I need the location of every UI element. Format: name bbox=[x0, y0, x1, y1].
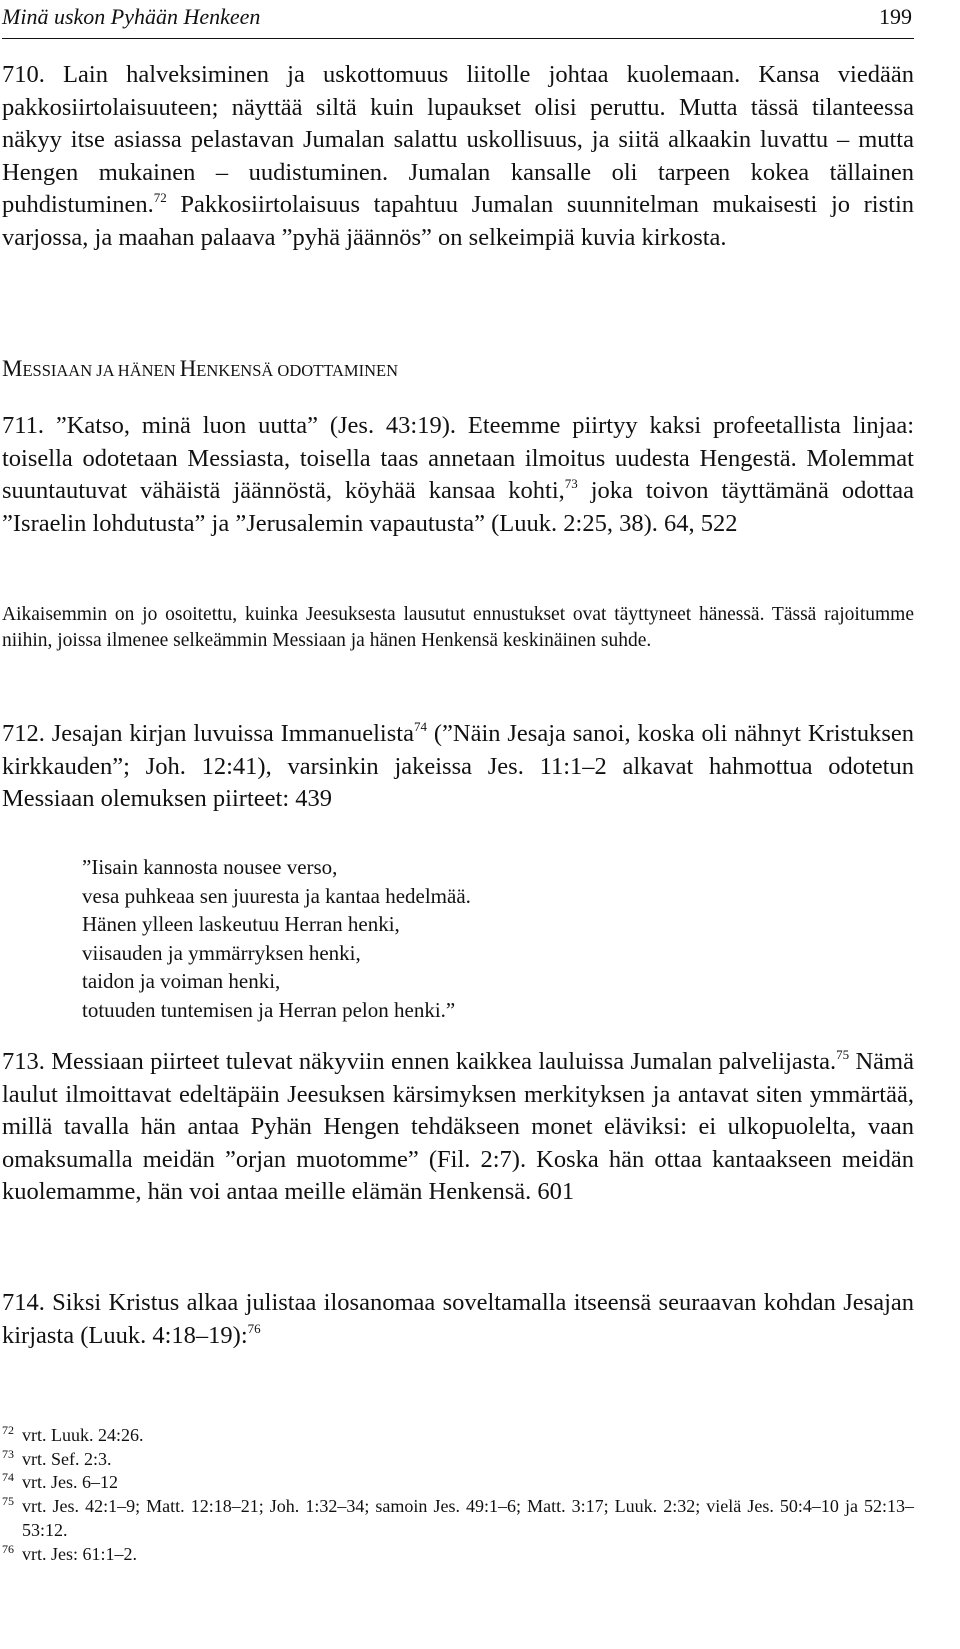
footnote bbox=[2, 1543, 914, 1567]
heading-part: H bbox=[179, 356, 197, 381]
editorial-note: Aikaisemmin on jo osoitettu, kuinka Jeesuksesta lausutut ennustukset ovat täyttyneet hänessä. Tässä rajoitumme niihin, joissa ilmenee selkeämmin Messiaan ja hänen Henkensä keskinäinen suhde. bbox=[2, 604, 914, 651]
paragraph-text: Pakkosiirtolaisuus tapahtuu Jumalan suunnitelman mukaisesti jo ristin varjossa, ja maahan palaava ”pyhä jäännös” on selkeimpiä kuvia kirkosta. bbox=[2, 191, 914, 251]
footnote-text: vrt. Jes. 6–12 bbox=[22, 1472, 118, 1493]
header-title: Minä uskon Pyhään Henkeen bbox=[2, 4, 261, 29]
footnote-text: vrt. Luuk. 24:26. bbox=[22, 1425, 144, 1445]
quote-line: ”Iisain kannosta nousee verso, bbox=[82, 855, 338, 879]
running-header bbox=[2, 0, 914, 39]
quote-line: vesa puhkeaa sen juuresta ja kantaa hedelmää. bbox=[82, 883, 471, 908]
footnote-text: vrt. Sef. 2:3. bbox=[22, 1448, 112, 1469]
paragraph-711 bbox=[2, 410, 914, 540]
heading-part: ENKENSÄ ODOTTAMINEN bbox=[196, 361, 398, 380]
footnote-number: 73 bbox=[2, 1446, 14, 1461]
paragraph-text: 713. Messiaan piirteet tulevat näkyviin ennen kaikkea lauluissa Jumalan palvelijasta. bbox=[2, 1048, 837, 1075]
paragraph-text: 714. Siksi Kristus alkaa julistaa ilosanomaa soveltamalla itseensä seuraavan kohdan Jesajan kirjasta (Luuk. 4:18–19): bbox=[2, 1289, 914, 1349]
heading-part: M bbox=[2, 356, 23, 381]
quote-line: taidon ja voiman henki, bbox=[82, 969, 281, 994]
footnote bbox=[2, 1471, 914, 1495]
footnote-text: vrt. Jes: 61:1–2. bbox=[22, 1543, 137, 1564]
footnote-ref: 75 bbox=[836, 1047, 850, 1062]
page-number: 199 bbox=[879, 4, 912, 29]
footnote-text: vrt. Jes. 42:1–9; Matt. 12:18–21; Joh. 1:32–34; samoin Jes. 49:1–6; Matt. 3:17; Luuk. 2:32; vielä Jes. 50:4–10 ja 52:13–53:12. bbox=[22, 1496, 914, 1540]
quote-line: totuuden tuntemisen ja Herran pelon henki.” bbox=[82, 997, 456, 1022]
paragraph-713 bbox=[2, 1046, 914, 1209]
footnote bbox=[2, 1448, 914, 1472]
scripture-quote bbox=[82, 853, 471, 1025]
paragraph-714 bbox=[2, 1287, 914, 1352]
paragraph-710 bbox=[2, 59, 914, 254]
footnote-ref: 73 bbox=[564, 476, 578, 491]
footnote bbox=[2, 1495, 914, 1542]
paragraph-text: (”Näin Jesaja sanoi, koska oli nähnyt Kristuksen kirkkauden”; Joh. 12:41), varsinkin jakeissa Jes. 11:1–2 alkavat hahmottua odotetun Messiaan olemuksen piirteet: 439 bbox=[2, 720, 915, 812]
footnote-ref: 76 bbox=[247, 1320, 261, 1336]
footnote bbox=[2, 1424, 914, 1448]
paragraph-712 bbox=[2, 718, 914, 816]
paragraph-text: 710. Lain halveksiminen ja uskottomuus liitolle johtaa kuolemaan. Kansa viedään pakkosiirtolaisuuteen; näyttää siltä kuin lupaukset olisi peruttu. Mutta tässä tilanteessa näkyy itse asiassa pelastavan Jumalan salattu uskollisuus, ja siitä alkaakin luvattu – mutta Hengen mukainen – uudistuminen. Jumalan kansalle oli tarpeen kokea tällainen puhdistuminen. bbox=[2, 61, 914, 218]
footnote-number: 76 bbox=[2, 1541, 14, 1556]
footnote-number: 74 bbox=[2, 1470, 14, 1485]
paragraph-text: 712. Jesajan kirjan luvuissa Immanuelista bbox=[2, 720, 414, 747]
heading-part: ESSIAAN JA HÄNEN bbox=[22, 361, 180, 380]
quote-line: viisauden ja ymmärryksen henki, bbox=[82, 940, 361, 965]
quote-line: Hänen ylleen laskeutuu Herran henki, bbox=[82, 912, 400, 937]
section-heading bbox=[2, 356, 398, 382]
paragraph-text: 711. ”Katso, minä luon uutta” (Jes. 43:19). Eteemme piirtyy kaksi profeetallista linjaa: toisella odotetaan Messiasta, toisella taas annetaan ilmoitus uudesta Hengestä. Molemmat suuntautuvat vähäistä jäännöstä, köyhää kansaa kohti, bbox=[2, 412, 914, 504]
footnote-ref: 74 bbox=[413, 719, 427, 734]
footnote-ref: 72 bbox=[153, 190, 167, 205]
footnote-number: 75 bbox=[2, 1494, 14, 1509]
footnotes bbox=[2, 1424, 914, 1566]
paragraph-text: Nämä laulut ilmoittavat edeltäpäin Jeesuksen kärsimyksen merkityksen ja antavat siten ymmärtää, millä tavalla hän antaa Pyhän Hengen tehdäkseen monet eläviksi: ei ulkopuolelta, vaan omaksumalla meidän ”orjan muotomme” (Fil. 2:7). Koska hän ottaa kantaakseen meidän kuolemamme, hän voi antaa meille elämän Henkensä. 601 bbox=[2, 1048, 914, 1205]
footnote-number: 72 bbox=[2, 1423, 14, 1437]
paragraph-text: joka toivon täyttämänä odottaa ”Israelin lohdutusta” ja ”Jerusalemin vapautusta” (Luuk. 2:25, 38). 64, 522 bbox=[2, 477, 914, 537]
